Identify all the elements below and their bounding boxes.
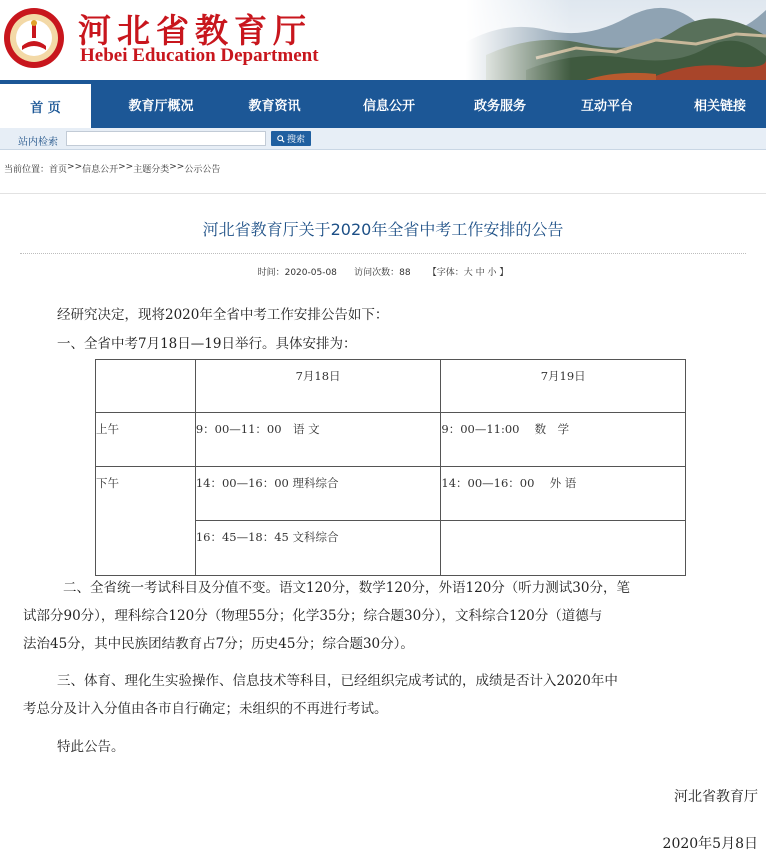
search-button[interactable]	[271, 131, 311, 146]
meta-time: 2020-05-08	[284, 268, 337, 278]
nav-item-related-links[interactable]: 相关链接	[693, 98, 746, 114]
article-item-3: 三、体育、理化生实验操作、信息技术等科目，已经组织完成考试的，成绩是否计入2020年中 考总分及计入分值由各市自行确定；未组织的不再进行考试。	[23, 673, 618, 717]
table-cell: 9：00—11：00 语 文	[195, 413, 441, 467]
table-cell: 14：00—16：00 理科综合	[195, 467, 441, 521]
search-button-label: 搜索	[286, 135, 305, 145]
site-header	[0, 0, 766, 80]
breadcrumb-separator: >>	[169, 162, 185, 172]
article-intro: 经研究决定，现将2020年全省中考工作安排公告如下：	[57, 307, 389, 323]
site-title-english: Hebei Education Department	[80, 45, 319, 66]
nav-item-department-overview[interactable]: 教育厅概况	[128, 98, 194, 114]
site-title-chinese: 河北省教育厅	[78, 11, 312, 50]
nav-item-interactive-platform[interactable]: 互动平台	[580, 98, 633, 114]
table-row	[96, 413, 686, 467]
breadcrumb-separator: >>	[118, 162, 134, 172]
meta-views-label: 访问次数：	[354, 268, 400, 278]
search-label: 站内检索	[18, 137, 58, 148]
font-size-small-link[interactable]: 小	[487, 268, 497, 278]
great-wall-banner-image	[466, 0, 766, 80]
site-search-bar	[0, 128, 766, 150]
hebei-education-logo	[2, 6, 66, 70]
table-cell: 14：00—16：00 外 语	[441, 467, 686, 521]
breadcrumb-prefix: 当前位置：	[4, 165, 50, 175]
breadcrumb-item-topic-category[interactable]: 主题分类	[133, 165, 170, 175]
font-size-close: 】	[499, 268, 509, 278]
title-divider	[20, 253, 746, 254]
nav-item-information-disclosure[interactable]: 信息公开	[362, 98, 415, 114]
breadcrumb-separator: >>	[67, 162, 83, 172]
article-title: 河北省教育厅关于2020年全省中考工作安排的公告	[202, 220, 564, 239]
main-navigation	[0, 80, 766, 128]
table-header-day1: 7月18日	[195, 360, 441, 413]
table-corner-cell	[96, 360, 196, 413]
table-cell	[441, 521, 686, 576]
search-input[interactable]	[66, 131, 266, 146]
article-date: 2020年5月8日	[662, 836, 758, 852]
table-row-label-afternoon: 下午	[96, 467, 196, 576]
article-item-1: 一、全省中考7月18日—19日举行。具体安排为：	[57, 336, 357, 352]
font-size-label: 【字体：	[427, 268, 464, 278]
article-signature: 河北省教育厅	[674, 789, 758, 805]
meta-views: 88	[399, 268, 411, 278]
breadcrumb-divider	[0, 193, 766, 194]
breadcrumb-item-announcements[interactable]: 公示公告	[184, 165, 221, 175]
font-size-medium-link[interactable]: 中	[475, 268, 485, 278]
meta-time-label: 时间：	[257, 268, 285, 278]
nav-item-education-news[interactable]: 教育资讯	[248, 98, 301, 114]
article-item-2: 二、全省统一考试科目及分值不变。语文120分，数学120分，外语120分（听力测试30分，笔 试部分90分），理科综合120分（物理55分；化学35分；综合题30分），文科综合120分（道德与 法治45分，其中民族团结教育占7分；历史45分；综合题30分）。	[23, 580, 630, 652]
search-icon	[277, 135, 285, 143]
table-cell: 9：00—11:00 数 学	[441, 413, 686, 467]
article-closing: 特此公告。	[57, 739, 125, 755]
table-header-day2: 7月19日	[441, 360, 686, 413]
breadcrumb-item-home[interactable]: 首页	[49, 165, 68, 175]
table-row-label-morning: 上午	[96, 413, 196, 467]
breadcrumb	[4, 162, 220, 175]
exam-schedule-table	[95, 359, 686, 576]
table-cell: 16：45—18：45 文科综合	[195, 521, 441, 576]
table-header-row	[96, 360, 686, 413]
font-size-large-link[interactable]: 大	[463, 268, 473, 278]
nav-item-government-services[interactable]: 政务服务	[473, 98, 526, 114]
table-row	[96, 467, 686, 521]
breadcrumb-item-information-disclosure[interactable]: 信息公开	[82, 165, 119, 175]
article-meta	[0, 265, 766, 278]
nav-item-home[interactable]: 首 页	[0, 80, 91, 128]
